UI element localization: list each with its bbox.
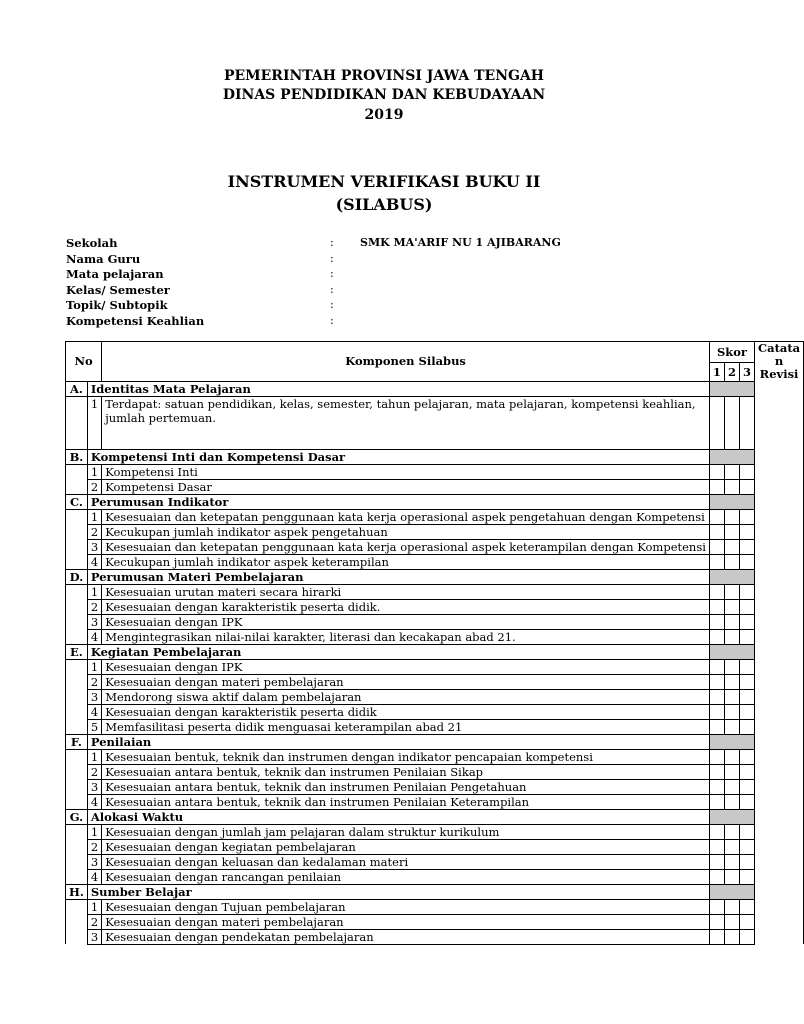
header-line-2: DINAS PENDIDIKAN DAN KEBUDAYAAN — [222, 87, 546, 103]
item-row — [66, 794, 804, 809]
score-cell-1 — [709, 704, 724, 719]
item-row — [66, 524, 804, 539]
info-colon: : — [330, 236, 334, 249]
score-cell-2 — [724, 839, 739, 854]
catatan-cell — [754, 449, 803, 464]
score-cell-2 — [724, 509, 739, 524]
item-text: Kesesuaian dengan pendekatan pembelajaran — [102, 929, 710, 944]
item-number: 5 — [87, 719, 101, 734]
item-text: Kesesuaian dengan keluasan dan kedalaman materi — [102, 854, 710, 869]
score-cell-3 — [739, 899, 754, 914]
catatan-label: n — [774, 354, 784, 368]
blank-cell — [66, 764, 88, 779]
catatan-cell — [754, 884, 803, 899]
item-text: Terdapat: satuan pendidikan, kelas, semester, tahun pelajaran, mata pelajaran, kompetensi keahlian, jumlah pertemuan. — [102, 396, 710, 449]
section-row — [66, 449, 804, 464]
score-cell-3 — [739, 854, 754, 869]
score-cell-3 — [739, 839, 754, 854]
catatan-cell — [754, 764, 803, 779]
blank-cell — [66, 554, 88, 569]
info-label: Mata pelajaran — [66, 267, 164, 281]
score-cell-1 — [709, 539, 724, 554]
section-row — [66, 809, 804, 824]
catatan-cell — [754, 396, 803, 449]
section-title: Perumusan Materi Pembelajaran — [87, 569, 709, 584]
score-cell-1 — [709, 854, 724, 869]
item-text: Kesesuaian antara bentuk, teknik dan instrumen Penilaian Sikap — [102, 764, 710, 779]
item-row — [66, 614, 804, 629]
score-cell-1 — [709, 629, 724, 644]
score-cell-3 — [739, 539, 754, 554]
blank-cell — [66, 824, 88, 839]
item-text: Kesesuaian antara bentuk, teknik dan instrumen Penilaian Keterampilan — [102, 794, 710, 809]
catatan-cell — [754, 929, 803, 944]
catatan-cell — [754, 584, 803, 599]
section-title: Penilaian — [87, 734, 709, 749]
score-cell-2 — [724, 689, 739, 704]
catatan-cell — [754, 509, 803, 524]
info-colon: : — [330, 313, 334, 327]
score-cell-3 — [739, 479, 754, 494]
item-text: Kesesuaian dengan IPK — [102, 659, 710, 674]
section-score-shade — [709, 569, 754, 584]
blank-cell — [66, 479, 88, 494]
catatan-cell — [754, 734, 803, 749]
score-cell-3 — [739, 509, 754, 524]
catatan-cell — [754, 809, 803, 824]
item-text: Kesesuaian dan ketepatan penggunaan kata kerja operasional aspek pengetahuan dengan Kompetensi — [102, 509, 710, 524]
section-letter: F. — [66, 734, 88, 749]
section-score-shade — [709, 644, 754, 659]
item-row — [66, 539, 804, 554]
item-number: 2 — [87, 839, 101, 854]
score-cell-2 — [724, 854, 739, 869]
section-letter: B. — [66, 449, 88, 464]
item-number: 1 — [87, 659, 101, 674]
blank-cell — [66, 689, 88, 704]
item-number: 1 — [87, 899, 101, 914]
item-number: 4 — [87, 704, 101, 719]
item-number: 2 — [87, 524, 101, 539]
item-text: Kecukupan jumlah indikator aspek pengetahuan — [102, 524, 710, 539]
catatan-cell — [754, 824, 803, 839]
info-colon: : — [330, 282, 334, 296]
score-cell-2 — [724, 764, 739, 779]
item-number: 2 — [87, 764, 101, 779]
item-number: 1 — [87, 509, 101, 524]
blank-cell — [66, 749, 88, 764]
item-text: Kesesuaian antara bentuk, teknik dan instrumen Penilaian Pengetahuan — [102, 779, 710, 794]
score-cell-3 — [739, 869, 754, 884]
item-text: Kesesuaian urutan materi secara hirarki — [102, 584, 710, 599]
info-label: Topik/ Subtopik — [66, 298, 168, 312]
section-score-shade — [709, 884, 754, 899]
catatan-cell — [754, 629, 803, 644]
item-text: Kompetensi Inti — [102, 464, 710, 479]
item-text: Kesesuaian dengan materi pembelajaran — [102, 914, 710, 929]
score-cell-1 — [709, 599, 724, 614]
catatan-cell — [754, 794, 803, 809]
score-cell-1 — [709, 689, 724, 704]
score-cell-1 — [709, 749, 724, 764]
blank-cell — [66, 599, 88, 614]
blank-cell — [66, 779, 88, 794]
section-row — [66, 734, 804, 749]
item-number: 3 — [87, 779, 101, 794]
catatan-cell — [754, 674, 803, 689]
section-letter: G. — [66, 809, 88, 824]
catatan-cell — [754, 524, 803, 539]
catatan-label: Catata — [757, 341, 801, 355]
item-number: 3 — [87, 614, 101, 629]
catatan-cell — [754, 854, 803, 869]
blank-cell — [66, 614, 88, 629]
section-row — [66, 644, 804, 659]
score-cell-1 — [709, 479, 724, 494]
item-row — [66, 704, 804, 719]
item-row — [66, 929, 804, 944]
section-row — [66, 381, 804, 396]
item-row — [66, 629, 804, 644]
silabus-table — [65, 341, 804, 945]
score-cell-2 — [724, 396, 739, 449]
item-text: Kompetensi Dasar — [102, 479, 710, 494]
item-text: Kesesuaian dengan karakteristik peserta didik. — [102, 599, 710, 614]
score-cell-1 — [709, 719, 724, 734]
item-text: Mendorong siswa aktif dalam pembelajaran — [102, 689, 710, 704]
blank-cell — [66, 674, 88, 689]
score-cell-1 — [709, 764, 724, 779]
skor-col-header: 1 — [709, 362, 724, 381]
section-title: Perumusan Indikator — [87, 494, 709, 509]
header-line-3: 2019 — [364, 107, 404, 123]
catatan-cell — [754, 704, 803, 719]
section-title: Sumber Belajar — [87, 884, 709, 899]
item-number: 3 — [87, 689, 101, 704]
blank-cell — [66, 659, 88, 674]
score-cell-2 — [724, 464, 739, 479]
score-cell-3 — [739, 779, 754, 794]
doc-title-line-2: (SILABUS) — [335, 195, 433, 214]
score-cell-2 — [724, 704, 739, 719]
item-number: 2 — [87, 599, 101, 614]
item-text: Kesesuaian dengan IPK — [102, 614, 710, 629]
score-cell-1 — [709, 396, 724, 449]
catatan-cell — [754, 689, 803, 704]
score-cell-3 — [739, 749, 754, 764]
section-title: Alokasi Waktu — [87, 809, 709, 824]
item-row — [66, 554, 804, 569]
item-row — [66, 764, 804, 779]
item-text: Kesesuaian dan ketepatan penggunaan kata kerja operasional aspek keterampilan dengan Kompetensi — [102, 539, 710, 554]
score-cell-2 — [724, 869, 739, 884]
catatan-label: Revisi — [759, 367, 799, 381]
score-cell-1 — [709, 509, 724, 524]
section-letter: E. — [66, 644, 88, 659]
section-score-shade — [709, 381, 754, 396]
score-cell-3 — [739, 629, 754, 644]
score-cell-3 — [739, 719, 754, 734]
catatan-cell — [754, 479, 803, 494]
info-colon: : — [330, 267, 334, 280]
section-title: Kompetensi Inti dan Kompetensi Dasar — [87, 449, 709, 464]
item-row — [66, 719, 804, 734]
score-cell-1 — [709, 674, 724, 689]
item-row — [66, 599, 804, 614]
score-cell-1 — [709, 869, 724, 884]
score-cell-1 — [709, 524, 724, 539]
skor-col-header: 2 — [724, 362, 739, 381]
score-cell-3 — [739, 614, 754, 629]
item-row — [66, 899, 804, 914]
catatan-cell — [754, 644, 803, 659]
score-cell-1 — [709, 584, 724, 599]
section-score-shade — [709, 809, 754, 824]
catatan-cell — [754, 869, 803, 884]
score-cell-2 — [724, 659, 739, 674]
col-skor-header: Skor — [709, 342, 754, 363]
item-row — [66, 749, 804, 764]
section-score-shade — [709, 494, 754, 509]
info-label: Nama Guru — [66, 251, 141, 266]
score-cell-3 — [739, 794, 754, 809]
blank-cell — [66, 929, 88, 944]
score-cell-3 — [739, 659, 754, 674]
score-cell-2 — [724, 794, 739, 809]
item-row — [66, 779, 804, 794]
score-cell-2 — [724, 584, 739, 599]
score-cell-3 — [739, 464, 754, 479]
info-colon: : — [330, 251, 334, 265]
item-text: Kesesuaian dengan Tujuan pembelajaran — [102, 899, 710, 914]
item-row — [66, 464, 804, 479]
item-number: 1 — [87, 584, 101, 599]
section-letter: H. — [66, 884, 88, 899]
table-header-row — [66, 342, 804, 363]
catatan-cell — [754, 749, 803, 764]
info-value: SMK MA'ARIF NU 1 AJIBARANG — [360, 236, 561, 249]
section-row — [66, 884, 804, 899]
blank-cell — [66, 899, 88, 914]
catatan-cell — [754, 899, 803, 914]
score-cell-1 — [709, 614, 724, 629]
item-row — [66, 824, 804, 839]
item-number: 2 — [87, 479, 101, 494]
info-colon: : — [330, 298, 334, 311]
item-number: 1 — [87, 749, 101, 764]
item-text: Kesesuaian dengan rancangan penilaian — [102, 869, 710, 884]
item-row — [66, 479, 804, 494]
section-row — [66, 494, 804, 509]
section-score-shade — [709, 449, 754, 464]
score-cell-1 — [709, 839, 724, 854]
blank-cell — [66, 464, 88, 479]
item-number: 4 — [87, 869, 101, 884]
doc-title-line-1: INSTRUMEN VERIFIKASI BUKU II — [227, 172, 541, 191]
blank-cell — [66, 509, 88, 524]
score-cell-2 — [724, 719, 739, 734]
item-text: Mengintegrasikan nilai-nilai karakter, literasi dan kecakapan abad 21. — [102, 629, 710, 644]
item-number: 1 — [87, 396, 101, 449]
score-cell-2 — [724, 914, 739, 929]
blank-cell — [66, 914, 88, 929]
item-row — [66, 914, 804, 929]
blank-cell — [66, 869, 88, 884]
item-number: 3 — [87, 929, 101, 944]
item-text: Kesesuaian dengan materi pembelajaran — [102, 674, 710, 689]
blank-cell — [66, 524, 88, 539]
score-cell-2 — [724, 929, 739, 944]
item-number: 3 — [87, 539, 101, 554]
score-cell-2 — [724, 629, 739, 644]
score-cell-1 — [709, 824, 724, 839]
score-cell-1 — [709, 794, 724, 809]
score-cell-3 — [739, 554, 754, 569]
item-number: 2 — [87, 914, 101, 929]
blank-cell — [66, 629, 88, 644]
item-text: Kesesuaian dengan jumlah jam pelajaran dalam struktur kurikulum — [102, 824, 710, 839]
info-label: Kelas/ Semester — [66, 282, 170, 297]
score-cell-3 — [739, 824, 754, 839]
section-title: Kegiatan Pembelajaran — [87, 644, 709, 659]
score-cell-1 — [709, 929, 724, 944]
score-cell-1 — [709, 464, 724, 479]
score-cell-3 — [739, 689, 754, 704]
score-cell-3 — [739, 704, 754, 719]
item-row — [66, 396, 804, 449]
item-number: 4 — [87, 554, 101, 569]
blank-cell — [66, 794, 88, 809]
score-cell-2 — [724, 674, 739, 689]
item-number: 1 — [87, 464, 101, 479]
blank-cell — [66, 719, 88, 734]
item-text: Kecukupan jumlah indikator aspek keterampilan — [102, 554, 710, 569]
blank-cell — [66, 584, 88, 599]
catatan-cell — [754, 599, 803, 614]
catatan-cell — [754, 569, 803, 584]
skor-col-header: 3 — [739, 362, 754, 381]
item-row — [66, 839, 804, 854]
section-row — [66, 569, 804, 584]
item-row — [66, 854, 804, 869]
score-cell-2 — [724, 779, 739, 794]
item-row — [66, 509, 804, 524]
col-no-header: No — [66, 342, 102, 382]
score-cell-3 — [739, 914, 754, 929]
info-label: Kompetensi Keahlian — [66, 313, 205, 328]
catatan-cell — [754, 659, 803, 674]
catatan-cell — [754, 839, 803, 854]
catatan-cell — [754, 494, 803, 509]
score-cell-3 — [739, 599, 754, 614]
score-cell-2 — [724, 824, 739, 839]
score-cell-2 — [724, 554, 739, 569]
info-label: Sekolah — [66, 236, 118, 250]
item-number: 2 — [87, 674, 101, 689]
item-row — [66, 584, 804, 599]
score-cell-2 — [724, 599, 739, 614]
score-cell-3 — [739, 396, 754, 449]
blank-cell — [66, 396, 88, 449]
catatan-cell — [754, 719, 803, 734]
catatan-cell — [754, 554, 803, 569]
catatan-cell — [754, 539, 803, 554]
item-row — [66, 659, 804, 674]
score-cell-2 — [724, 899, 739, 914]
item-number: 1 — [87, 824, 101, 839]
item-text: Kesesuaian bentuk, teknik dan instrumen dengan indikator pencapaian kompetensi — [102, 749, 710, 764]
blank-cell — [66, 839, 88, 854]
section-letter: D. — [66, 569, 88, 584]
score-cell-2 — [724, 479, 739, 494]
score-cell-1 — [709, 899, 724, 914]
score-cell-1 — [709, 659, 724, 674]
score-cell-2 — [724, 524, 739, 539]
score-cell-3 — [739, 584, 754, 599]
blank-cell — [66, 854, 88, 869]
item-row — [66, 674, 804, 689]
item-text: Kesesuaian dengan karakteristik peserta didik — [102, 704, 710, 719]
score-cell-1 — [709, 914, 724, 929]
item-number: 4 — [87, 629, 101, 644]
score-cell-3 — [739, 929, 754, 944]
score-cell-2 — [724, 539, 739, 554]
section-letter: C. — [66, 494, 88, 509]
item-row — [66, 869, 804, 884]
col-komponen-header: Komponen Silabus — [102, 342, 710, 382]
catatan-cell — [754, 779, 803, 794]
blank-cell — [66, 704, 88, 719]
catatan-cell — [754, 381, 803, 396]
blank-cell — [66, 539, 88, 554]
item-number: 4 — [87, 794, 101, 809]
section-title: Identitas Mata Pelajaran — [87, 381, 709, 396]
catatan-cell — [754, 614, 803, 629]
catatan-cell — [754, 914, 803, 929]
score-cell-3 — [739, 764, 754, 779]
score-cell-2 — [724, 749, 739, 764]
col-catatan-header — [754, 342, 803, 382]
item-row — [66, 689, 804, 704]
header-line-1: PEMERINTAH PROVINSI JAWA TENGAH — [223, 68, 545, 84]
score-cell-1 — [709, 779, 724, 794]
score-cell-3 — [739, 674, 754, 689]
item-number: 3 — [87, 854, 101, 869]
item-text: Kesesuaian dengan kegiatan pembelajaran — [102, 839, 710, 854]
item-text: Memfasilitasi peserta didik menguasai keterampilan abad 21 — [102, 719, 710, 734]
score-cell-1 — [709, 554, 724, 569]
score-cell-2 — [724, 614, 739, 629]
section-letter: A. — [66, 381, 88, 396]
score-cell-3 — [739, 524, 754, 539]
catatan-cell — [754, 464, 803, 479]
section-score-shade — [709, 734, 754, 749]
